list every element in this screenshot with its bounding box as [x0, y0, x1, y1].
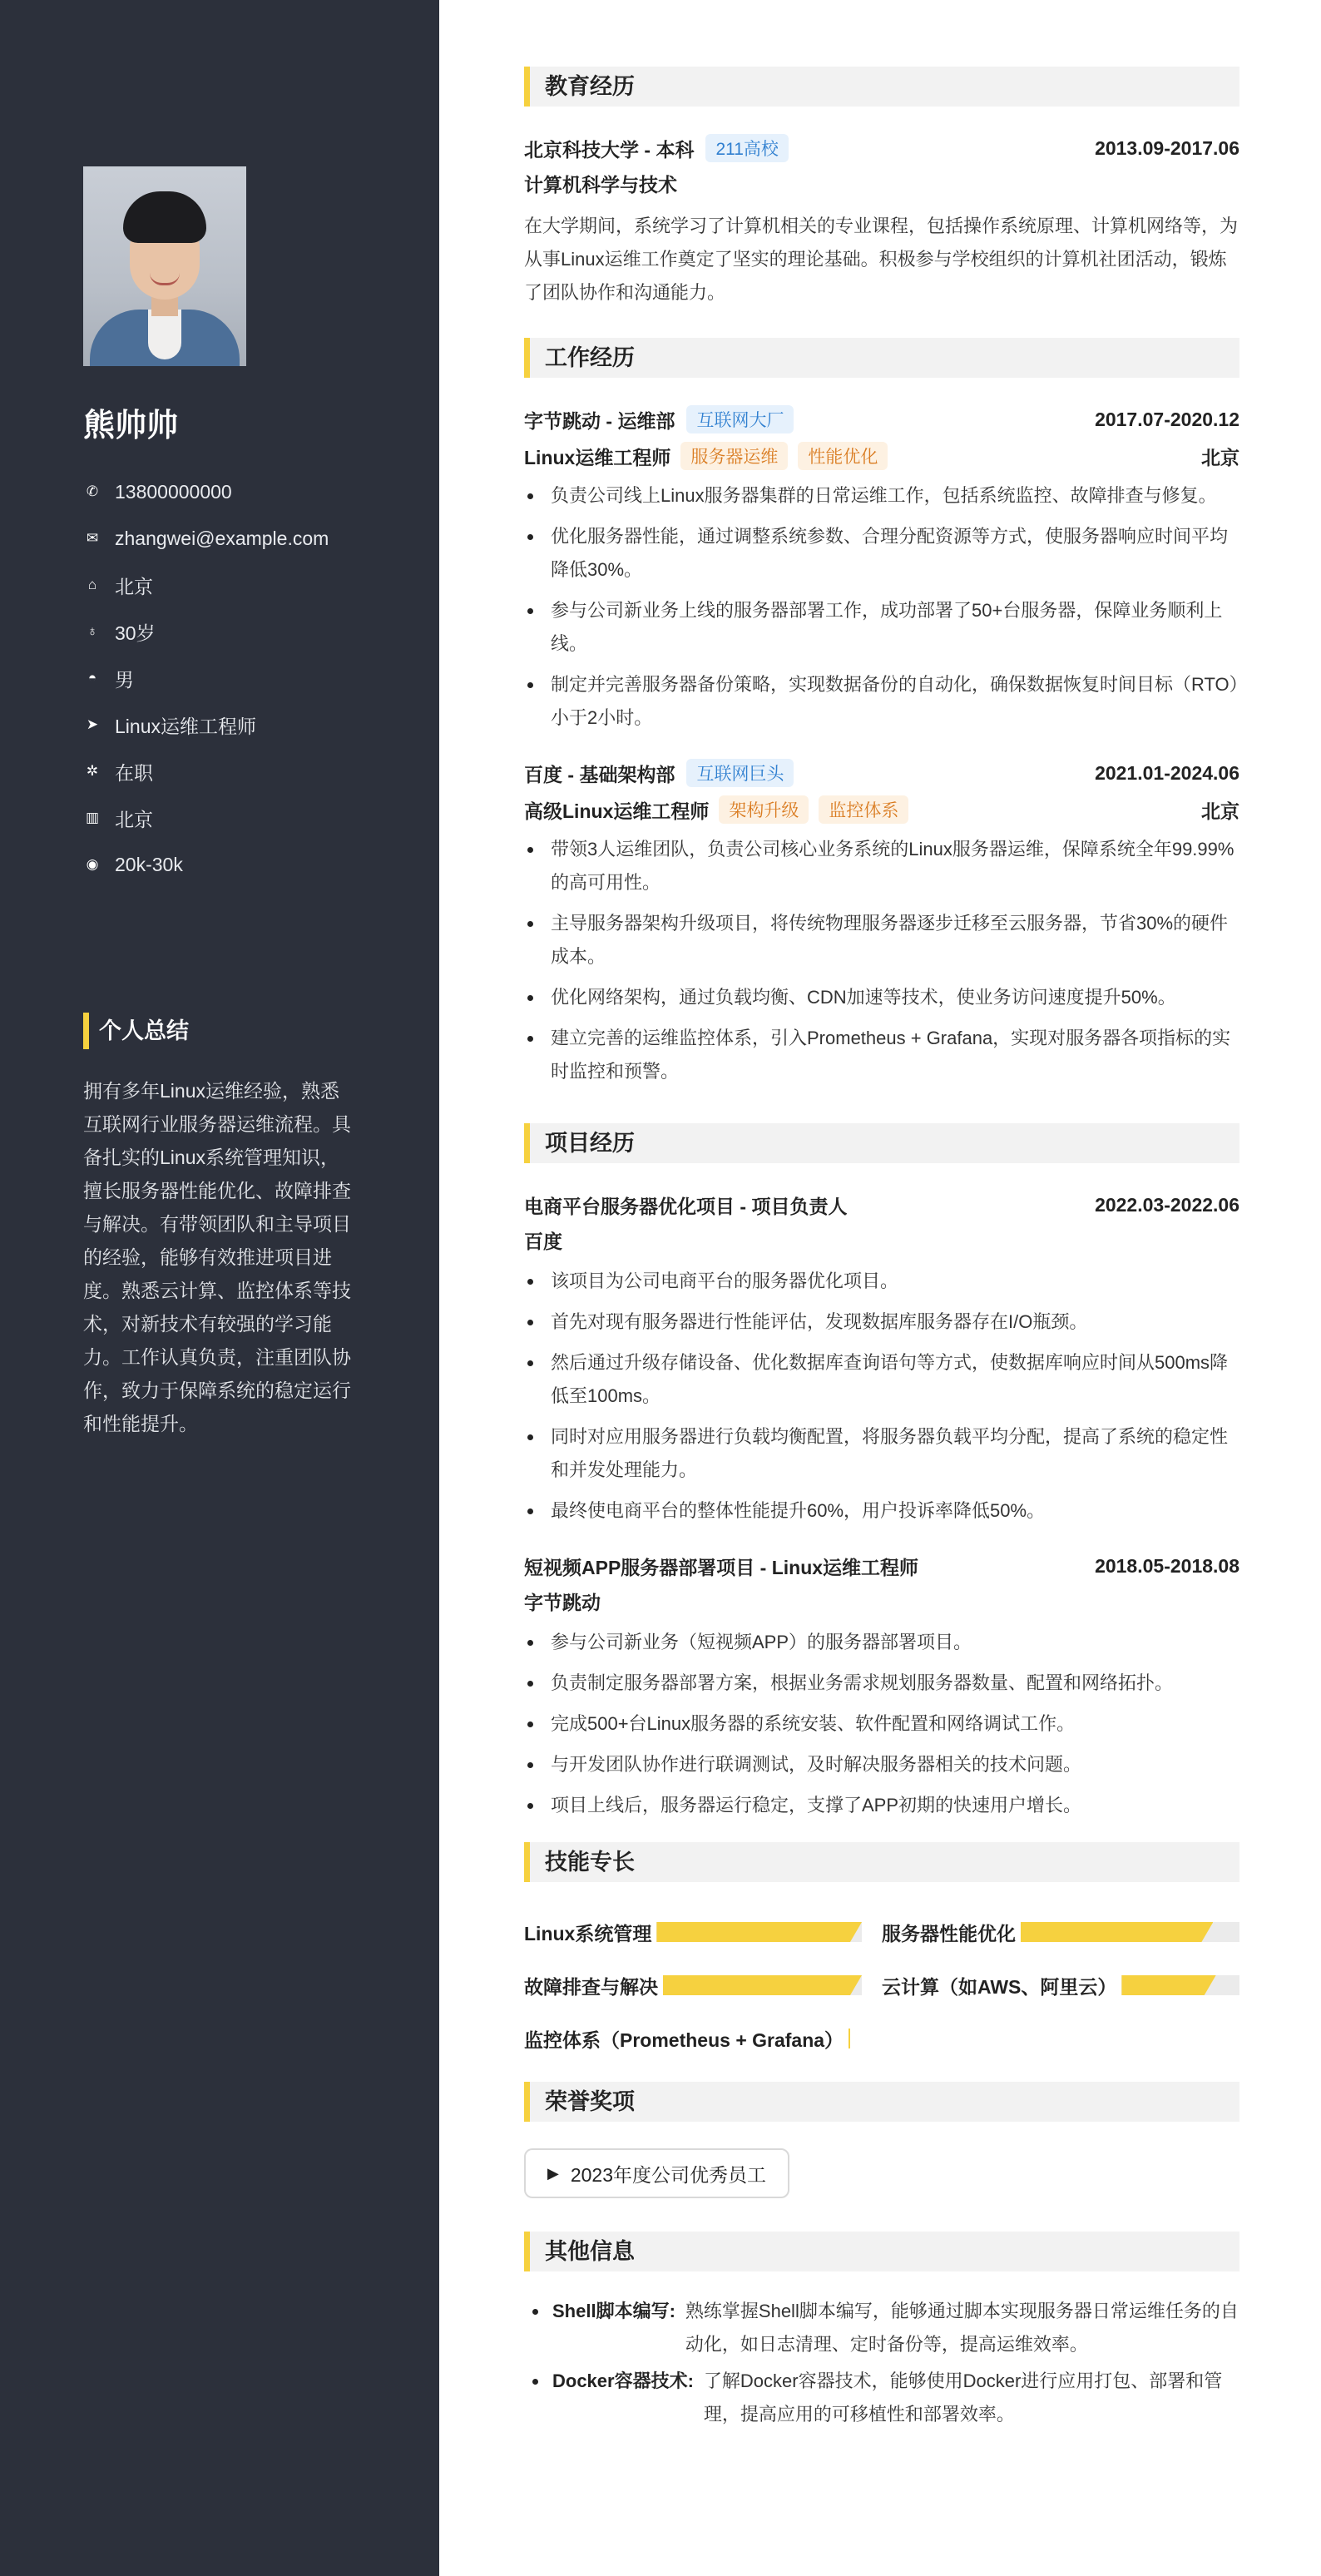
skill-item	[524, 1959, 882, 2012]
profile-photo	[83, 166, 246, 366]
skill-name: 云计算（如AWS、阿里云）	[882, 1975, 1117, 1998]
list-item: 与开发团队协作进行联调测试，及时解决服务器相关的技术问题。	[524, 1748, 1239, 1781]
yen-icon: ◉	[86, 856, 99, 872]
project-org: 字节跳动	[524, 1592, 601, 1613]
skill-bar-fill	[1121, 1975, 1215, 1995]
list-item: 优化网络架构，通过负载均衡、CDN加速等技术，使业务访问速度提升50%。	[524, 981, 1239, 1014]
info-gender: ◓ 男	[83, 655, 439, 701]
education-header	[524, 130, 1239, 166]
home-icon: ⌂	[87, 577, 97, 592]
list-item: 该项目为公司电商平台的服务器优化项目。	[524, 1265, 1239, 1298]
skill-name: 监控体系（Prometheus + Grafana）	[524, 2029, 844, 2051]
education-desc: 在大学期间，系统学习了计算机相关的专业课程，包括操作系统原理、计算机网络等，为从事Linux运维工作奠定了坚实的理论基础。积极参与学校组织的计算机社团活动，锻炼了团队协作和沟通能力。	[524, 215, 1239, 303]
skill-bar-fill	[663, 1975, 862, 1995]
job-skill-tag: 服务器运维	[680, 442, 788, 470]
job-city: 北京	[1201, 446, 1239, 468]
project-bullets	[524, 1626, 1239, 1822]
other-key: Shell脚本编写:	[552, 2301, 675, 2321]
job-role-row	[524, 791, 1239, 828]
skill-bar	[1021, 1922, 1239, 1942]
list-item: 完成500+台Linux服务器的系统安装、软件配置和网络调试工作。	[524, 1707, 1239, 1741]
skill-bar-fill	[656, 1922, 862, 1942]
skill-bar	[656, 1922, 862, 1942]
job-bullets	[524, 833, 1239, 1088]
sidebar	[0, 0, 439, 2576]
skill-bar-fill	[1021, 1922, 1213, 1942]
list-item: 最终使电商平台的整体性能提升60%，用户投诉率降低50%。	[524, 1494, 1239, 1528]
school-tag: 211高校	[705, 134, 788, 162]
skill-name: Linux系统管理	[524, 1922, 652, 1944]
job-company: 百度 - 基础架构部	[524, 763, 675, 785]
skill-item	[882, 1905, 1239, 1959]
skill-name: 服务器性能优化	[882, 1922, 1016, 1944]
list-item: 制定并完善服务器备份策略，实现数据备份的自动化，确保数据恢复时间目标（RTO）小于2小时。	[524, 668, 1239, 735]
job-skill-tag: 监控体系	[819, 795, 908, 824]
skill-bar	[663, 1975, 862, 1995]
info-work-city: ▥ 北京	[83, 795, 439, 841]
job-bullets	[524, 479, 1239, 735]
project-period: 2022.03-2022.06	[1095, 1193, 1239, 1216]
info-city: ⌂ 北京	[83, 562, 439, 608]
skill-item	[524, 1905, 882, 1959]
building-icon: ▥	[85, 810, 100, 825]
status-icon: ✲	[86, 763, 99, 779]
list-item: 建立完善的运维监控体系，引入Prometheus + Grafana，实现对服务器各项指标的实时监控和预警。	[524, 1022, 1239, 1088]
gender-icon: ◓	[87, 670, 97, 686]
list-item	[524, 2365, 1239, 2431]
job-period: 2017.07-2020.12	[1095, 408, 1239, 430]
job-role: Linux运维工程师	[524, 446, 671, 468]
list-item: 优化服务器性能，通过调整系统参数、合理分配资源等方式，使服务器响应时间平均降低30%。	[524, 520, 1239, 587]
award-item[interactable]	[524, 2148, 789, 2198]
list-item: 带领3人运维团队，负责公司核心业务系统的Linux服务器运维，保障系统全年99.99%的高可用性。	[524, 833, 1239, 899]
info-job: ➤ Linux运维工程师	[83, 701, 439, 748]
list-item	[524, 2295, 1239, 2361]
section-title-other: 其他信息	[524, 2232, 1239, 2271]
cake-icon: ♁	[87, 623, 98, 639]
section-title-education: 教育经历	[524, 67, 1239, 107]
education-period: 2013.09-2017.06	[1095, 136, 1239, 159]
list-item: 参与公司新业务（短视频APP）的服务器部署项目。	[524, 1626, 1239, 1659]
list-item: 主导服务器架构升级项目，将传统物理服务器逐步迁移至云服务器，节省30%的硬件成本。	[524, 907, 1239, 973]
project-period: 2018.05-2018.08	[1095, 1554, 1239, 1577]
education-major: 计算机科学与技术	[524, 174, 677, 196]
job-header	[524, 755, 1239, 791]
skill-bar	[1121, 1975, 1239, 1995]
list-item: 负责制定服务器部署方案，根据业务需求规划服务器数量、配置和网络拓扑。	[524, 1667, 1239, 1700]
play-icon: ▶	[547, 2164, 559, 2182]
candidate-name: 熊帅帅	[83, 409, 179, 443]
job-header	[524, 401, 1239, 438]
section-title-awards: 荣誉奖项	[524, 2082, 1239, 2122]
job-role: 高级Linux运维工程师	[524, 800, 710, 822]
section-title-skills: 技能专长	[524, 1842, 1239, 1882]
project-name: 短视频APP服务器部署项目 - Linux运维工程师	[524, 1556, 919, 1578]
skill-name: 故障排查与解决	[524, 1975, 658, 1998]
project-header	[524, 1548, 1239, 1584]
section-title-work: 工作经历	[524, 338, 1239, 378]
other-key: Docker容器技术:	[552, 2370, 694, 2391]
job-skill-tag: 架构升级	[719, 795, 809, 824]
job-company-tag: 互联网巨头	[686, 759, 794, 787]
other-list	[524, 2295, 1239, 2431]
job-company: 字节跳动 - 运维部	[524, 409, 675, 432]
other-value: 了解Docker容器技术，能够使用Docker进行应用打包、部署和管理，提高应用的可移植性和部署效率。	[703, 2370, 1223, 2425]
list-item: 参与公司新业务上线的服务器部署工作，成功部署了50+台服务器，保障业务顺利上线。	[524, 594, 1239, 661]
list-item: 然后通过升级存储设备、优化数据库查询语句等方式，使数据库响应时间从500ms降低至100ms。	[524, 1346, 1239, 1413]
job-skill-tag: 性能优化	[798, 442, 888, 470]
job-company-tag: 互联网大厂	[686, 405, 794, 433]
list-item: 同时对应用服务器进行负载均衡配置，将服务器负载平均分配，提高了系统的稳定性和并发处理能力。	[524, 1420, 1239, 1487]
send-icon: ➤	[86, 716, 99, 732]
section-title-projects: 项目经历	[524, 1123, 1239, 1163]
project-header	[524, 1186, 1239, 1223]
info-phone: ✆ 13800000000	[83, 468, 439, 515]
list-item: 项目上线后，服务器运行稳定，支撑了APP初期的快速用户增长。	[524, 1789, 1239, 1822]
info-salary: ◉ 20k-30k	[83, 841, 439, 888]
job-city: 北京	[1201, 800, 1239, 822]
list-item: 负责公司线上Linux服务器集群的日常运维工作，包括系统监控、故障排查与修复。	[524, 479, 1239, 513]
summary-title: 个人总结	[83, 1013, 439, 1049]
project-name: 电商平台服务器优化项目 - 项目负责人	[524, 1195, 848, 1217]
job-role-row	[524, 438, 1239, 474]
info-age: ♁ 30岁	[83, 608, 439, 655]
skill-item	[882, 1959, 1239, 2012]
skill-item	[524, 2012, 1239, 2065]
school-name: 北京科技大学 - 本科	[524, 138, 695, 161]
other-value: 熟练掌握Shell脚本编写，能够通过脚本实现服务器日常运维任务的自动化，如日志清理、定时备份等，提高运维效率。	[685, 2301, 1239, 2355]
job-period: 2021.01-2024.06	[1095, 761, 1239, 784]
summary-text: 拥有多年Linux运维经验，熟悉互联网行业服务器运维流程。具备扎实的Linux系统管理知识，擅长服务器性能优化、故障排查与解决。有带领团队和主导项目的经验，能够有效推进项目进度。熟悉云计算、监控体系等技术，对新技术有较强的学习能力。工作认真负责，注重团队协作，致力于保障系统的稳定运行和性能提升。	[83, 1080, 351, 1434]
mail-icon: ✉	[86, 530, 99, 546]
project-bullets	[524, 1265, 1239, 1528]
award-label: 2023年度公司优秀员工	[570, 2163, 767, 2186]
skills-list	[524, 1905, 1239, 2065]
main-content	[439, 0, 1321, 2576]
skill-bar	[849, 2029, 850, 2048]
phone-icon: ✆	[86, 483, 99, 499]
info-email: ✉ zhangwei@example.com	[83, 515, 439, 562]
project-org: 百度	[524, 1231, 562, 1252]
list-item: 首先对现有服务器进行性能评估，发现数据库服务器存在I/O瓶颈。	[524, 1305, 1239, 1339]
info-status: ✲ 在职	[83, 748, 439, 795]
